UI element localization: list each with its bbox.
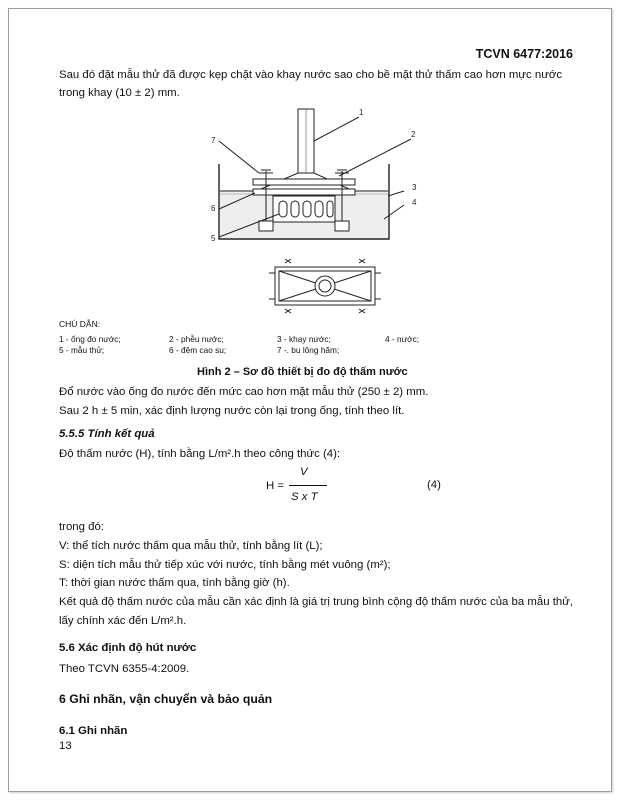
apparatus-diagram (189, 101, 429, 326)
page-number: 13 (59, 740, 72, 752)
legend-item-4: 4 - nước; (385, 334, 420, 344)
section-5-5-5-intro: Độ thấm nước (H), tính bằng L/m².h theo công thức (4): (59, 448, 341, 460)
callout-5: 5 (211, 234, 216, 243)
legend-title: CHÚ DẪN: (59, 319, 101, 329)
legend-item-7: 7 -. bu lông hãm; (277, 345, 340, 355)
definition-t: T: thời gian nước thấm qua, tính bằng giờ (h). (59, 577, 290, 589)
formula-lhs: H = (266, 480, 285, 492)
formula-numerator: V (300, 466, 308, 478)
callout-2: 2 (411, 130, 416, 139)
after-figure-line-1: Đổ nước vào ống đo nước đến mức cao hơn mặt mẫu thử (250 ± 2) mm. (59, 386, 429, 398)
section-5-6-text: Theo TCVN 6355-4:2009. (59, 663, 190, 675)
result-line-2: lấy chính xác đến L/m².h. (59, 615, 187, 627)
section-6-heading: 6 Ghi nhãn, vận chuyển và bảo quản (59, 692, 273, 706)
legend-item-5: 5 - mẫu thử; (59, 345, 105, 355)
formula-denominator: S x T (291, 491, 318, 503)
section-6-1-heading: 6.1 Ghi nhãn (59, 725, 128, 737)
result-line-1: Kết quả độ thấm nước của mẫu cần xác định là giá trị trung bình cộng độ thấm nước của ba mẫu thử, (59, 596, 573, 608)
legend-item-3: 3 - khay nước; (277, 334, 331, 344)
legend-item-6: 6 - đệm cao su; (169, 345, 227, 355)
intro-line-2: trong khay (10 ± 2) mm. (59, 87, 180, 99)
figure-caption: Hình 2 – Sơ đồ thiết bị đo độ thấm nước (197, 366, 408, 378)
standard-code: TCVN 6477:2016 (475, 47, 573, 61)
callout-1: 1 (359, 108, 364, 117)
callout-6: 6 (211, 204, 216, 213)
where-label: trong đó: (59, 521, 104, 533)
section-5-5-5-heading: 5.5.5 Tính kết quả (59, 428, 155, 440)
intro-line-1: Sau đó đặt mẫu thử đã được kẹp chặt vào khay nước sao cho bề mặt thử thấm cao hơn mực nước (59, 69, 563, 81)
formula-number: (4) (427, 479, 441, 491)
document-page (8, 8, 612, 792)
legend-item-1: 1 - ống đo nước; (59, 334, 121, 344)
definition-v: V: thể tích nước thấm qua mẫu thử, tính bằng lít (L); (59, 540, 323, 552)
callout-4: 4 (412, 198, 417, 207)
callout-7: 7 (211, 136, 216, 145)
definition-s: S: diện tích mẫu thử tiếp xúc với nước, tính bằng mét vuông (m²); (59, 559, 391, 571)
legend-item-2: 2 - phễu nước; (169, 334, 224, 344)
fraction-bar (289, 485, 327, 486)
callout-3: 3 (412, 183, 417, 192)
after-figure-line-2: Sau 2 h ± 5 min, xác định lượng nước còn lại trong ống, tính theo lít. (59, 405, 405, 417)
section-5-6-heading: 5.6 Xác định độ hút nước (59, 642, 197, 654)
